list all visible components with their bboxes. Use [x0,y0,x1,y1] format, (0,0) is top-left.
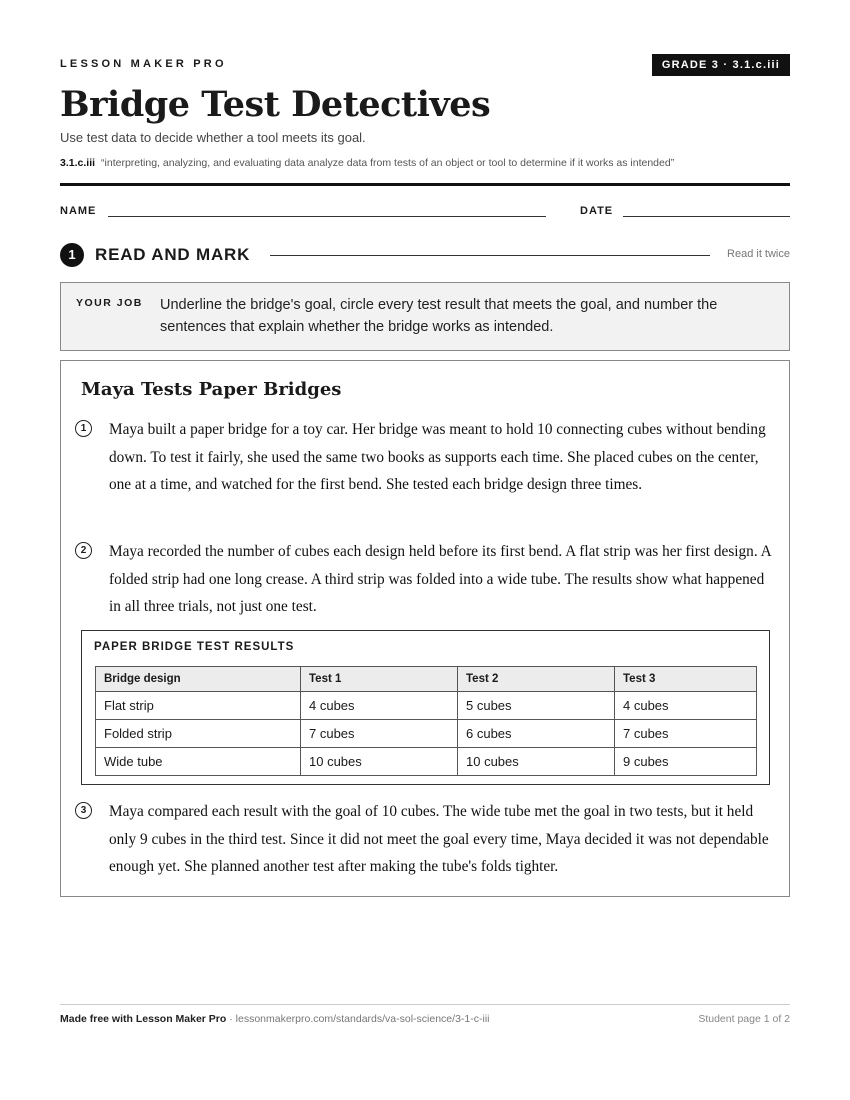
grade-badge: GRADE 3 · 3.1.c.iii [652,54,790,76]
name-label: NAME [60,205,97,217]
section-header [60,243,790,267]
footer-url: · lessonmakerpro.com/standards/va-sol-science/3-1-c-iii [226,1013,490,1025]
footer-page-number: Student page 1 of 2 [698,1013,790,1025]
results-table [95,666,757,776]
job-box [60,282,790,351]
table-cell: 9 cubes [615,748,757,776]
footer-credit [60,1013,489,1025]
paragraph-number: 1 [75,420,92,437]
column-header: Test 3 [615,667,757,692]
section-hint: Read it twice [727,248,790,260]
table-cell: 4 cubes [615,692,757,720]
page-title: Bridge Test Detectives [60,84,491,125]
name-field[interactable] [108,216,546,217]
job-text: Underline the bridge's goal, circle every test result that meets the goal, and number the sentences that explain whether the bridge works as intended. [160,297,718,335]
table-row [96,748,757,776]
paragraph-number: 2 [75,542,92,559]
name-date-row [60,205,790,219]
table-cell: 7 cubes [615,720,757,748]
results-table-box [81,630,770,785]
story-title: Maya Tests Paper Bridges [81,379,342,400]
section-rule [270,255,710,256]
standard-code: 3.1.c.iii [60,157,96,169]
results-table-label: PAPER BRIDGE TEST RESULTS [94,641,295,653]
column-header: Test 1 [301,667,458,692]
header-divider [60,183,790,186]
table-cell: 10 cubes [301,748,458,776]
table-row [96,720,757,748]
section-title: READ AND MARK [95,245,251,264]
paragraph-text: Maya recorded the number of cubes each design held before its first bend. A flat strip was her first design. A folded strip had one long crease. A third strip was folded into a wide tube. The results show what happened in all three trials, not just one test. [109,543,771,616]
section-number: 1 [60,243,84,267]
table-cell: 5 cubes [458,692,615,720]
table-header-row [96,667,757,692]
story-box [60,360,790,897]
table-cell: Wide tube [96,748,301,776]
table-cell: 6 cubes [458,720,615,748]
standard-line [60,157,674,169]
footer-made: Made free with Lesson Maker Pro [60,1013,227,1025]
paragraph-text: Maya built a paper bridge for a toy car. Her bridge was meant to hold 10 connecting cubes without bending down. To test it fairly, she used the same two books as supports each time. She placed cubes on the center, one at a time, and watched for the first bend. She tested each bridge design three times. [109,421,766,494]
paragraph-number: 3 [75,802,92,819]
table-row [96,692,757,720]
job-label: YOUR JOB [76,297,143,309]
table-cell: Folded strip [96,720,301,748]
standard-text: “interpreting, analyzing, and evaluating data analyze data from tests of an object or tool to determine if it works as intended” [101,157,675,169]
table-cell: 4 cubes [301,692,458,720]
column-header: Test 2 [458,667,615,692]
table-cell: 10 cubes [458,748,615,776]
table-cell: 7 cubes [301,720,458,748]
paragraph-text: Maya compared each result with the goal of 10 cubes. The wide tube met the goal in two tests, but it held only 9 cubes in the third test. Since it did not meet the goal every time, Maya decided it was not dependable enough yet. She planned another test after making the tube's folds tighter. [109,803,769,876]
footer-divider [60,1004,790,1005]
date-label: DATE [580,205,614,217]
page-subtitle: Use test data to decide whether a tool meets its goal. [60,130,366,145]
table-cell: Flat strip [96,692,301,720]
column-header: Bridge design [96,667,301,692]
date-field[interactable] [623,216,790,217]
brand-name: LESSON MAKER PRO [60,58,227,70]
